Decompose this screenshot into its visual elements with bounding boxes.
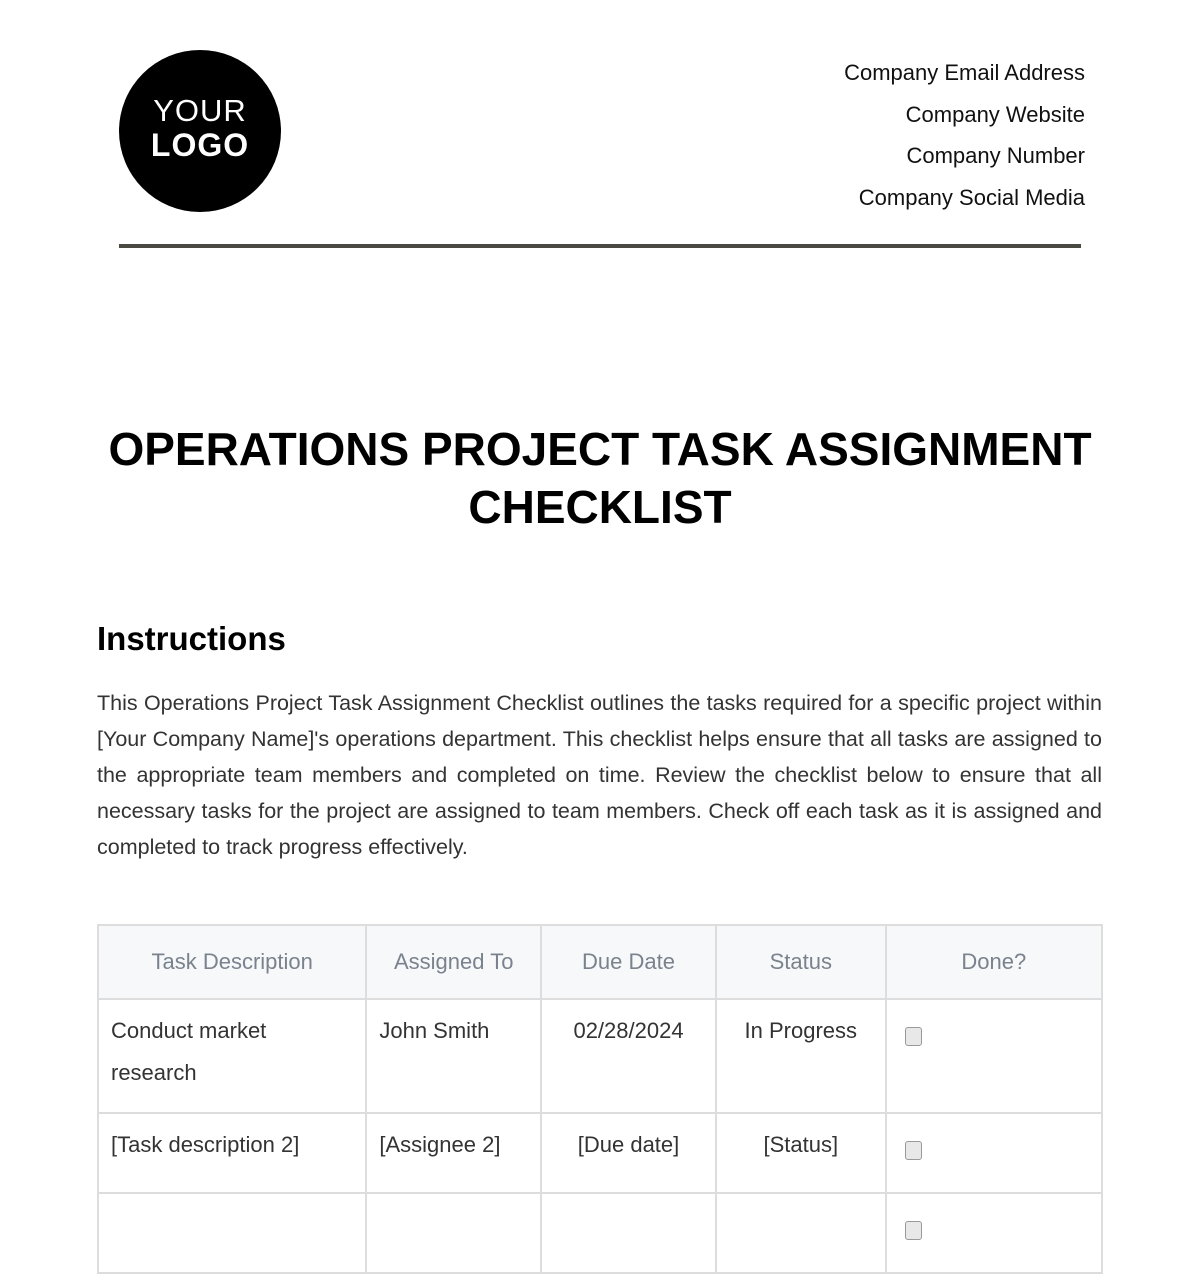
task-description-cell — [98, 1193, 366, 1273]
status: In Progress — [744, 1018, 858, 1043]
due-date-cell — [541, 999, 716, 1113]
task-checklist-table — [97, 924, 1103, 1274]
table-row — [98, 999, 1102, 1113]
company-logo — [119, 50, 281, 212]
header-due-date: Due Date — [541, 925, 716, 999]
document-title: OPERATIONS PROJECT TASK ASSIGNMENT CHECKLIST — [108, 423, 1092, 533]
assigned-to-cell — [366, 1193, 541, 1273]
due-date-cell — [541, 1193, 716, 1273]
done-cell — [886, 1113, 1102, 1193]
assignee: [Assignee 2] — [379, 1132, 501, 1157]
task-description: Conduct market research — [111, 1018, 267, 1085]
done-checkbox[interactable] — [905, 1141, 922, 1160]
done-cell — [886, 999, 1102, 1113]
header-assigned-to: Assigned To — [366, 925, 541, 999]
instructions-paragraph: This Operations Project Task Assignment Checklist outlines the tasks required for a specific project within [Your Company Name]'s operations department. This checklist helps ensure that all tasks are assigned to the appropriate team members and completed on time. Review the checklist below to ensure that all necessary tasks for the project are assigned to team members. Check off each task as it is assigned and completed to track progress effectively. — [97, 691, 1102, 859]
table-row — [98, 1113, 1102, 1193]
header-divider — [119, 244, 1081, 248]
company-contact-block — [844, 52, 1085, 218]
status-cell — [716, 1193, 886, 1273]
done-checkbox[interactable] — [905, 1027, 922, 1046]
instructions-heading: Instructions — [97, 620, 286, 657]
assignee: John Smith — [379, 1018, 490, 1043]
status-cell — [716, 999, 886, 1113]
assigned-to-cell — [366, 999, 541, 1113]
due-date-cell — [541, 1113, 716, 1193]
logo-text-logo: LOGO — [150, 127, 250, 163]
done-cell — [886, 1193, 1102, 1273]
company-number: Company Number — [906, 143, 1085, 168]
company-website: Company Website — [905, 101, 1085, 127]
status-cell — [716, 1113, 886, 1193]
due-date: [Due date] — [577, 1132, 680, 1157]
due-date: 02/28/2024 — [573, 1018, 684, 1043]
header-status: Status — [716, 925, 886, 999]
logo-text-your: YOUR — [153, 93, 247, 128]
task-description: [Task description 2] — [111, 1132, 300, 1157]
assigned-to-cell — [366, 1113, 541, 1193]
done-checkbox[interactable] — [905, 1221, 922, 1240]
table-header-row — [98, 925, 1102, 999]
header-done: Done? — [886, 925, 1102, 999]
company-email: Company Email Address — [844, 60, 1085, 85]
table-row — [98, 1193, 1102, 1273]
task-description-cell — [98, 1113, 366, 1193]
status: [Status] — [763, 1132, 839, 1157]
header-task-description: Task Description — [98, 925, 366, 999]
company-social-media: Company Social Media — [858, 184, 1085, 210]
task-description-cell — [98, 999, 366, 1113]
